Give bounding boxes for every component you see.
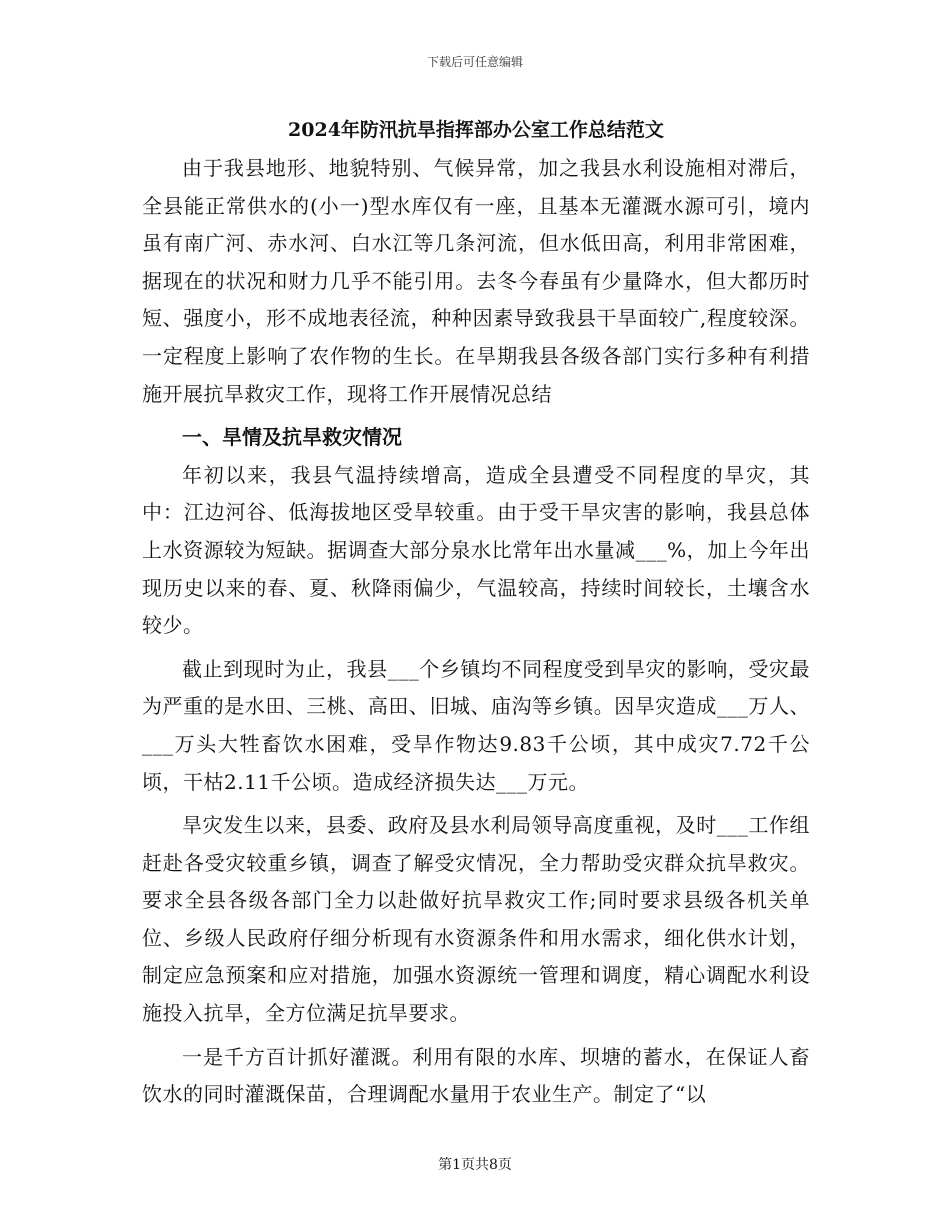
page-number: 第1页共8页	[438, 1157, 512, 1173]
paragraph-irrigation-measures: 一是千方百计抓好灌溉。利用有限的水库、坝塘的蓄水，在保证人畜饮水的同时灌溉保苗，合理调配水量用于农业生产。制定了“以	[142, 1044, 810, 1107]
paragraph-government-response: 旱灾发生以来，县委、政府及县水利局领导高度重视，及时___工作组赶赴各受灾较重乡镇，调查了解受灾情况，全力帮助受灾群众抗旱救灾。要求全县各级各部门全力以赴做好抗旱救灾工作;同时要求县级各机关单位、乡级人民政府仔细分析现有水资源条件和用水需求，细化供水计划，制定应急预案和应对措施，加强水资源统一管理和调度，精心调配水利设施投入抗旱，全方位满足抗旱要求。	[142, 813, 810, 1026]
section-heading-drought: 一、旱情及抗旱救灾情况	[182, 425, 402, 450]
intro-paragraph: 由于我县地形、地貌特别、气候异常，加之我县水利设施相对滞后，全县能正常供水的(小一)型水库仅有一座，且基本无灌溉水源可引，境内虽有南广河、赤水河、白水江等几条河流，但水低田高，利用非常困难，据现在的状况和财力几乎不能引用。去冬今春虽有少量降水，但大都历时短、强度小，形不成地表径流，种种因素导致我县干旱面较广,程度较深。一定程度上影响了农作物的生长。在旱期我县各级各部门实行多种有利措施开展抗旱救灾工作，现将工作开展情况总结	[142, 156, 810, 406]
document-body	[142, 112, 810, 1114]
header-note: 下载后可任意编辑	[426, 55, 523, 69]
paragraph-drought-overview: 年初以来，我县气温持续增高，造成全县遭受不同程度的旱灾，其中：江边河谷、低海拔地区受旱较重。由于受干旱灾害的影响，我县总体上水资源较为短缺。据调查大部分泉水比常年出水量减___%，加上今年出现历史以来的春、夏、秋降雨偏少，气温较高，持续时间较长，土壤含水较少。	[142, 462, 810, 638]
document-title: 2024年防汛抗旱指挥部办公室工作总结范文	[288, 119, 664, 141]
paragraph-affected-areas: 截止到现时为止，我县___个乡镇均不同程度受到旱灾的影响，受灾最为严重的是水田、三桃、高田、旧城、庙沟等乡镇。因旱灾造成___万人、___万头大牲畜饮水困难，受旱作物达9.83千公顷，其中成灾7.72千公顷，干枯2.11千公顷。造成经济损失达___万元。	[142, 656, 810, 794]
